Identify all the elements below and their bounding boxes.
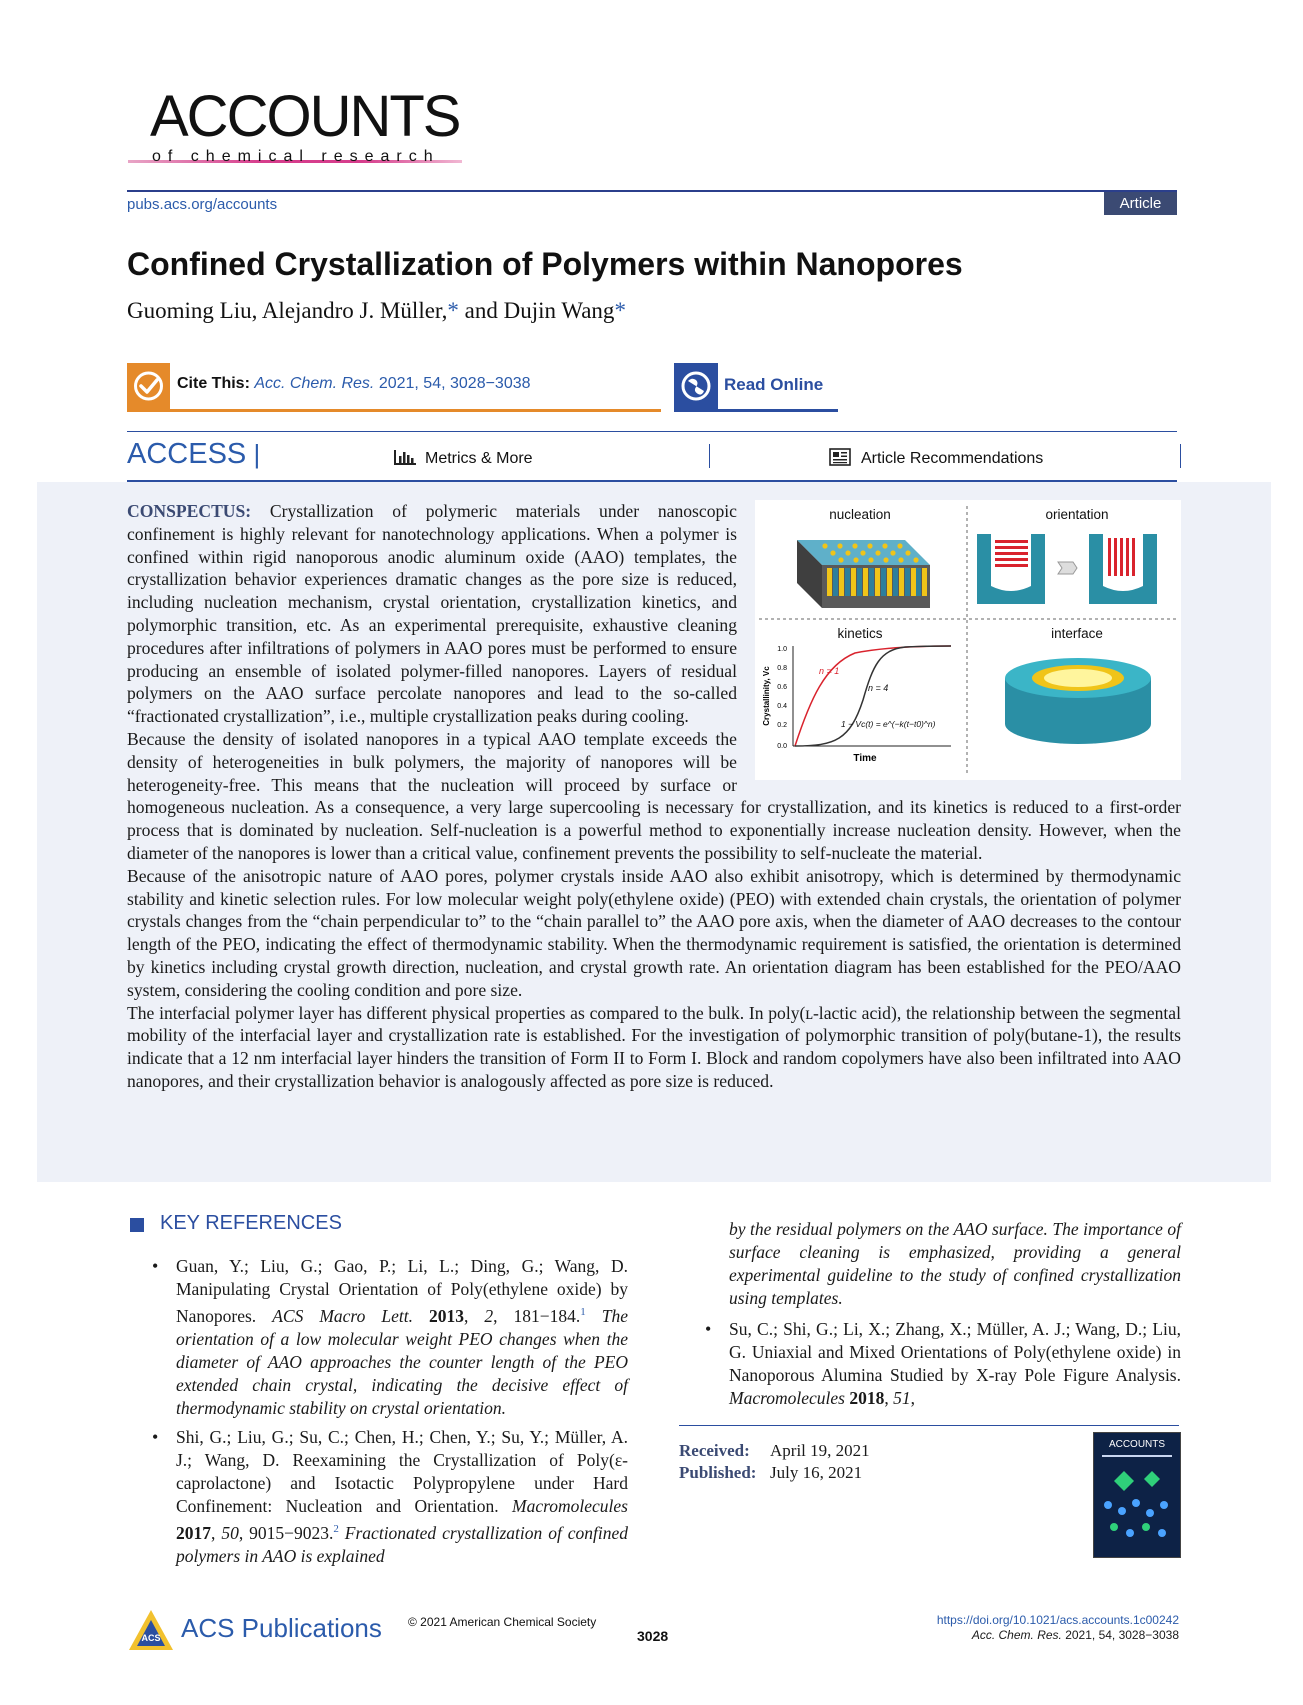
- reference-item: • Su, C.; Shi, G.; Li, X.; Zhang, X.; Müller, A. J.; Wang, D.; Liu, G. Uniaxial and Mixed Orientations of Poly(ethylene oxide) in Nanoporous Alumina Studied by X-ray Pole Figure Analysis. Macromolecules 2018, 51,: [703, 1318, 1181, 1410]
- conspectus-paragraph: Because of the anisotropic nature of AAO pores, polymer crystals inside AAO also exhibit anisotropy, which is determined by thermodynamic stability and kinetic selection rules. For low molecular weight poly(ethylene oxide) (PEO) with extended chain crystals, the orientation of polymer crystals changes from the “chain perpendicular to” to the “chain parallel to” the AAO pore axis, when the diameter of AAO decreases to the contour length of the PEO, indicating the effect of thermodynamic stability. When the thermodynamic requirement is satisfied, the orientation is determined by kinetics including crystal growth direction, nucleation, and crystal growth rate. An orientation diagram has been established for the PEO/AAO system, considering the cooling condition and pore size.: [127, 865, 1181, 1000]
- doi-block: [937, 1613, 1179, 1643]
- document-icon: [829, 448, 851, 471]
- ytick-label: 0.0: [777, 743, 787, 750]
- copyright-notice: © 2021 American Chemical Society: [408, 1615, 597, 1629]
- cover-title: ACCOUNTS: [1108, 1439, 1166, 1450]
- author-name[interactable]: Guoming Liu,: [127, 298, 262, 323]
- journal-logo-subtitle: of chemical research: [152, 148, 440, 165]
- checkmark-badge-icon: [127, 363, 170, 409]
- conspectus-text: [127, 500, 1181, 1093]
- recommendations-label: Article Recommendations: [861, 450, 1044, 467]
- key-references-heading: KEY REFERENCES: [160, 1212, 342, 1234]
- label-kinetics: kinetics: [837, 626, 883, 641]
- label-n1: n = 1: [819, 666, 840, 676]
- curve-n4: [795, 646, 951, 746]
- author-name[interactable]: and Dujin Wang: [458, 298, 615, 323]
- pore-parallel: [1089, 534, 1157, 604]
- reference-continuation: by the residual polymers on the AAO surface. The importance of surface cleaning is emphasized, providing a general experimental guideline to the study of confined crystallization using templates.: [729, 1219, 1181, 1308]
- footer-journal: Acc. Chem. Res.: [971, 1628, 1062, 1642]
- cite-this-label: [177, 375, 531, 393]
- doi-link[interactable]: https://doi.org/10.1021/acs.accounts.1c00242: [936, 1613, 1179, 1627]
- publication-dates: [679, 1440, 870, 1484]
- journal-url-link[interactable]: pubs.acs.org/accounts: [127, 196, 278, 213]
- conspectus-paragraph: CONSPECTUS: Crystallization of polymeric materials under nanoscopic confinement is highly relevant for nanotechnology applications. When a polymer is confined within rigid nanoporous anodic aluminum oxide (AAO) templates, the crystallization behavior experiences dramatic changes as the pore size is reduced, including nucleation mechanism, crystal orientation, crystallization kinetics, and polymorphic transition, etc. As an experimental prerequisite, exhaustive cleaning procedures after infiltrations of polymers in AAO pores must be performed to ensure producing an ensemble of isolated polymer-filled nanopores. Layers of residual polymers on the AAO surface percolate nanopores and lead to the so-called “fractionated crystallization”, i.e., multiple crystallization peaks during cooling.: [127, 501, 737, 727]
- ytick-label: 1.0: [777, 646, 787, 653]
- article-recommendations-link[interactable]: [829, 448, 1043, 471]
- footer-citation: 2021, 54, 3028−3038: [1061, 1628, 1179, 1642]
- ytick-label: 0.4: [777, 703, 787, 710]
- citation-link[interactable]: 1: [580, 1306, 586, 1318]
- author-name[interactable]: Alejandro J. Müller,: [261, 298, 448, 323]
- y-axis-label: Crystallinity, Vc: [762, 666, 771, 726]
- page-number: 3028: [637, 1628, 669, 1644]
- dates-rule: [679, 1425, 1179, 1426]
- x-axis-label: Time: [853, 753, 877, 764]
- reference-item: • Shi, G.; Liu, G.; Su, C.; Chen, H.; Chen, Y.; Su, Y.; Müller, A. J.; Wang, D. Reexamining the Crystallization of Poly(ε-caprolactone) and Isotactic Polypropylene under Hard Confinement: Nucleation and Orientation. Macromolecules 2017, 50, 9015−9023.$^2$ Fractionated crystallization of confined polymers in AAO is explained: [150, 1426, 628, 1568]
- access-divider: [1180, 444, 1181, 468]
- cite-journal: Acc. Chem. Res.: [254, 375, 375, 392]
- article-type-badge: Article: [1104, 192, 1177, 215]
- cite-this-heading: Cite This:: [177, 375, 250, 392]
- curve-n1: [795, 646, 951, 746]
- access-label: ACCESS |: [127, 438, 261, 470]
- label-orientation: orientation: [1045, 507, 1109, 522]
- avrami-equation: 1 − Vc(t) = e^(−k(t−t0)^n): [841, 719, 936, 729]
- bar-chart-icon: [393, 448, 417, 471]
- read-online-label: Read Online: [724, 375, 824, 394]
- received-label: Received:: [679, 1441, 750, 1460]
- metrics-and-more-link[interactable]: [393, 448, 533, 471]
- conspectus-paragraph: Because the density of isolated nanopores in a typical AAO template exceeds the density of heterogeneities in bulk polymers, the majority of nanopores will be heterogeneity-free. This means that the nucleation will proceed by surface or homogeneous nucleation. As a consequence, a very large supercooling is necessary for crystallization, and its kinetics is reduced to a first-order process that is dominated by nucleation. Self-nucleation is a powerful method to exponentially increase nucleation density. However, when the diameter of the nanopores is lower than a critical value, confinement prevents the possibility to self-nucleate the material.: [127, 728, 1181, 863]
- corresponding-author-mark[interactable]: *: [614, 298, 626, 323]
- header-rule: [127, 190, 1177, 192]
- aao-template-block: [797, 540, 930, 608]
- arrow-icon: [1058, 562, 1077, 574]
- publisher-name: ACS Publications: [181, 1613, 382, 1643]
- author-list: [127, 298, 626, 324]
- citation-link[interactable]: 2: [333, 1522, 339, 1535]
- article-title: Confined Crystallization of Polymers within Nanopores: [127, 246, 963, 282]
- section-marker-icon: [130, 1218, 144, 1232]
- acs-logo-icon: [127, 1608, 175, 1659]
- label-n4: n = 4: [868, 683, 889, 693]
- published-label: Published:: [679, 1463, 757, 1482]
- references-column-left: [150, 1255, 628, 1574]
- corresponding-author-mark[interactable]: *: [447, 298, 459, 323]
- conspectus-paragraph: The interfacial polymer layer has different physical properties as compared to the bulk. In poly(ʟ-lactic acid), the relationship between the segmental mobility of the interfacial layer and crystallization rate is established. For the investigation of polymorphic transition of poly(butane-1), the results indicate that a 12 nm interfacial layer hinders the transition of Form II to Form I. Block and random copolymers have also been infiltrated into AAO nanopores, and their crystallization behavior is analogously affected as pore size is reduced.: [127, 1002, 1181, 1091]
- journal-cover-thumbnail[interactable]: [1093, 1432, 1181, 1558]
- reference-item: • Guan, Y.; Liu, G.; Gao, P.; Li, L.; Ding, G.; Wang, D. Manipulating Crystal Orientation of Poly(ethylene oxide) by Nanopores. ACS Macro Lett. 2013, 2, 181−184.$^1$ The orientation of a low molecular weight PEO changes when the diameter of AAO approaches the counter length of the PEO extended chain crystal, indicating the decisive effect of thermodynamic stability on crystal orientation.: [150, 1255, 628, 1420]
- read-online-button[interactable]: [674, 363, 838, 412]
- globe-icon: [674, 363, 718, 409]
- received-date: April 19, 2021: [770, 1441, 870, 1460]
- pore-perpendicular: [977, 534, 1045, 604]
- toc-graphic: [755, 500, 1181, 780]
- access-rule: [127, 431, 1177, 432]
- published-date: July 16, 2021: [770, 1463, 863, 1482]
- access-divider: [709, 444, 710, 468]
- cite-this-box[interactable]: [127, 363, 661, 412]
- ytick-label: 0.2: [777, 722, 787, 729]
- svg-text:ACS: ACS: [141, 1633, 161, 1643]
- ytick-label: 0.6: [777, 684, 787, 691]
- references-column-right: [703, 1318, 1181, 1416]
- label-interface: interface: [1051, 626, 1103, 641]
- label-nucleation: nucleation: [829, 507, 891, 522]
- cite-details: 2021, 54, 3028−3038: [374, 375, 531, 392]
- interface-cylinder: [1005, 658, 1151, 744]
- ytick-label: 0.8: [777, 665, 787, 672]
- kinetics-plot: [762, 646, 951, 764]
- journal-logo: ACCOUNTS: [150, 84, 460, 149]
- metrics-label: Metrics & More: [425, 450, 533, 467]
- conspectus-heading: CONSPECTUS:: [127, 501, 252, 521]
